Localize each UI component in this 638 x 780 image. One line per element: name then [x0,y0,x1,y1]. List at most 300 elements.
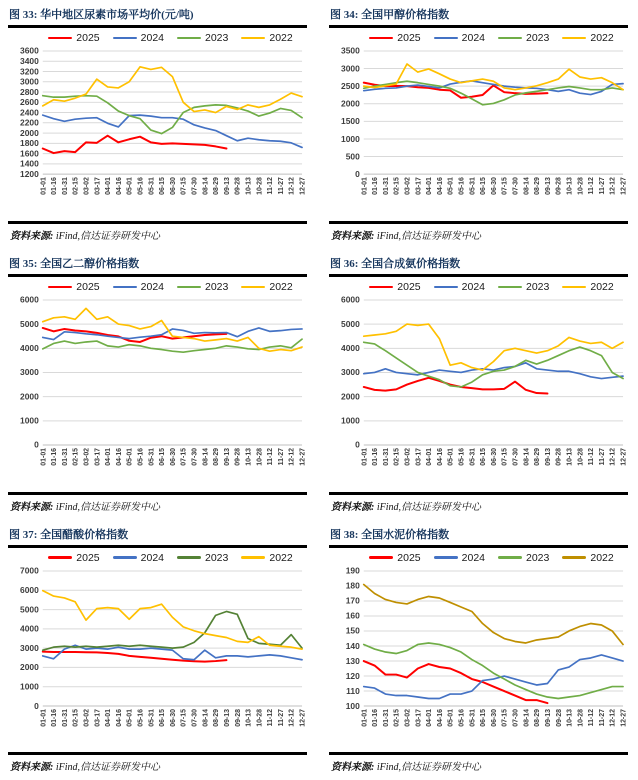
svg-text:03-02: 03-02 [83,177,90,195]
svg-text:07-30: 07-30 [513,448,520,466]
svg-text:05-16: 05-16 [459,708,466,726]
svg-text:09-28: 09-28 [235,708,242,726]
svg-text:07-15: 07-15 [502,708,509,726]
legend-label: 2025 [397,281,420,293]
legend-label: 2025 [76,552,99,564]
legend-line-swatch [498,37,522,40]
title-divider [329,274,628,277]
source-label: 资料来源: [331,762,374,773]
svg-text:7000: 7000 [20,565,39,575]
svg-text:3400: 3400 [20,56,39,66]
svg-text:01-01: 01-01 [361,448,368,466]
svg-text:12-27: 12-27 [621,177,628,195]
legend-item-2023 [498,32,549,44]
svg-text:11-27: 11-27 [599,448,606,466]
svg-text:2500: 2500 [341,81,360,91]
chart-legend [329,280,628,294]
line-chart [329,294,628,491]
svg-text:05-31: 05-31 [469,708,476,726]
svg-text:02-15: 02-15 [73,448,80,466]
svg-text:11-12: 11-12 [267,448,274,466]
figure-35-ethylene-glycol-price-chart [8,253,307,520]
svg-text:08-14: 08-14 [523,448,530,466]
legend-line-swatch [434,286,458,289]
legend-item-2025 [369,552,420,564]
source-text: iFind,信达证券研发中心 [374,762,481,773]
legend-line-swatch [48,286,72,289]
legend-item-2022 [562,281,613,293]
svg-text:04-01: 04-01 [105,708,112,726]
legend-label: 2024 [462,32,485,44]
source-text: iFind,信达证券研发中心 [53,762,160,773]
chart-canvas [8,565,307,752]
svg-text:11-12: 11-12 [588,177,595,195]
svg-text:2000: 2000 [341,98,360,108]
svg-text:09-13: 09-13 [545,448,552,466]
svg-text:2200: 2200 [20,118,39,128]
svg-text:11-27: 11-27 [278,448,285,466]
svg-text:07-15: 07-15 [502,448,509,466]
legend-item-2023 [177,32,228,44]
svg-text:130: 130 [346,655,360,665]
svg-text:1200: 1200 [20,169,39,179]
svg-text:06-15: 06-15 [159,448,166,466]
svg-text:01-16: 01-16 [51,448,58,466]
svg-text:01-31: 01-31 [383,448,390,466]
svg-text:06-15: 06-15 [480,177,487,195]
source-label: 资料来源: [10,762,53,773]
svg-text:12-12: 12-12 [610,708,617,726]
svg-text:190: 190 [346,565,360,575]
svg-text:3000: 3000 [20,77,39,87]
svg-text:06-30: 06-30 [491,708,498,726]
svg-text:2000: 2000 [20,128,39,138]
chart-canvas [329,45,628,220]
svg-text:01-01: 01-01 [40,448,47,466]
figure-33-urea-price-chart [8,4,307,249]
legend-label: 2022 [590,32,613,44]
svg-text:6000: 6000 [20,295,39,305]
legend-item-2024 [434,552,485,564]
legend-item-2024 [434,281,485,293]
legend-line-swatch [113,556,137,559]
svg-text:5000: 5000 [20,319,39,329]
source-divider [8,221,307,224]
legend-line-swatch [562,556,586,559]
svg-text:04-01: 04-01 [426,448,433,466]
svg-text:01-31: 01-31 [383,177,390,195]
svg-text:160: 160 [346,610,360,620]
line-chart [329,45,628,220]
svg-text:04-01: 04-01 [105,448,112,466]
svg-text:01-01: 01-01 [40,708,47,726]
source-label: 资料来源: [331,502,374,513]
svg-text:4000: 4000 [20,623,39,633]
series-line-2023 [43,96,302,134]
chart-legend [8,31,307,45]
svg-text:06-15: 06-15 [480,708,487,726]
svg-text:07-15: 07-15 [181,448,188,466]
svg-text:07-15: 07-15 [181,177,188,195]
legend-item-2023 [177,281,228,293]
svg-text:08-29: 08-29 [534,708,541,726]
svg-text:08-14: 08-14 [202,448,209,466]
svg-text:12-27: 12-27 [300,448,307,466]
svg-text:03-17: 03-17 [94,448,101,466]
svg-text:01-31: 01-31 [62,448,69,466]
svg-text:07-30: 07-30 [513,708,520,726]
charts-grid [8,4,628,780]
source-text: iFind,信达证券研发中心 [374,502,481,513]
svg-text:12-12: 12-12 [289,177,296,195]
line-chart [8,565,307,752]
svg-text:150: 150 [346,625,360,635]
svg-text:4000: 4000 [341,343,360,353]
svg-text:10-13: 10-13 [245,177,252,195]
svg-text:11-12: 11-12 [267,177,274,195]
svg-text:06-15: 06-15 [480,448,487,466]
svg-text:10-13: 10-13 [245,448,252,466]
series-line-2023 [364,342,623,387]
source-label: 资料来源: [331,231,374,242]
legend-item-2025 [48,281,99,293]
svg-text:09-28: 09-28 [556,177,563,195]
legend-item-2024 [113,281,164,293]
svg-text:2000: 2000 [20,391,39,401]
svg-text:01-01: 01-01 [361,708,368,726]
svg-text:04-16: 04-16 [116,177,123,195]
svg-text:4000: 4000 [20,343,39,353]
legend-line-swatch [241,286,265,289]
svg-text:09-13: 09-13 [545,177,552,195]
svg-text:0: 0 [355,440,360,450]
legend-label: 2025 [397,32,420,44]
svg-text:08-14: 08-14 [523,708,530,726]
svg-text:08-29: 08-29 [213,177,220,195]
series-line-2023 [364,642,623,698]
svg-text:09-13: 09-13 [224,708,231,726]
svg-text:12-12: 12-12 [289,708,296,726]
chart-legend [8,280,307,294]
legend-label: 2023 [526,281,549,293]
svg-text:03-17: 03-17 [94,708,101,726]
svg-text:11-12: 11-12 [588,708,595,726]
svg-text:03-17: 03-17 [415,708,422,726]
legend-line-swatch [241,37,265,40]
chart-title: 图 38: 全国水泥价格指数 [330,526,628,542]
legend-item-2023 [498,281,549,293]
svg-text:07-15: 07-15 [181,708,188,726]
chart-title: 图 34: 全国甲醇价格指数 [330,6,628,22]
svg-text:04-01: 04-01 [426,708,433,726]
legend-line-swatch [48,37,72,40]
svg-text:11-12: 11-12 [588,448,595,466]
svg-text:09-28: 09-28 [235,177,242,195]
svg-text:09-13: 09-13 [545,708,552,726]
svg-text:2000: 2000 [20,662,39,672]
svg-text:10-28: 10-28 [577,448,584,466]
svg-text:08-29: 08-29 [213,448,220,466]
legend-label: 2022 [590,552,613,564]
svg-text:10-28: 10-28 [256,708,263,726]
svg-text:01-16: 01-16 [51,708,58,726]
svg-text:06-30: 06-30 [491,177,498,195]
svg-text:6000: 6000 [341,295,360,305]
svg-text:01-01: 01-01 [40,177,47,195]
svg-text:05-31: 05-31 [469,177,476,195]
svg-text:05-01: 05-01 [448,448,455,466]
source-note [331,227,628,242]
legend-line-swatch [113,286,137,289]
svg-text:08-14: 08-14 [202,177,209,195]
svg-text:10-13: 10-13 [566,708,573,726]
figure-34-methanol-price-chart [329,4,628,249]
legend-label: 2022 [269,281,292,293]
svg-text:11-27: 11-27 [278,177,285,195]
svg-text:3000: 3000 [341,367,360,377]
svg-text:12-12: 12-12 [289,448,296,466]
legend-line-swatch [369,37,393,40]
svg-text:07-30: 07-30 [192,708,199,726]
svg-text:03-02: 03-02 [404,177,411,195]
svg-text:1000: 1000 [20,681,39,691]
series-line-2022 [43,67,302,113]
svg-text:03-02: 03-02 [404,708,411,726]
chart-legend [329,551,628,565]
svg-text:01-31: 01-31 [383,708,390,726]
svg-text:05-16: 05-16 [138,177,145,195]
svg-text:12-27: 12-27 [300,177,307,195]
legend-line-swatch [562,37,586,40]
source-text: iFind,信达证券研发中心 [53,231,160,242]
svg-text:06-30: 06-30 [170,177,177,195]
svg-text:05-01: 05-01 [127,177,134,195]
svg-text:10-13: 10-13 [245,708,252,726]
legend-line-swatch [113,37,137,40]
legend-label: 2022 [269,32,292,44]
legend-line-swatch [498,286,522,289]
svg-text:08-14: 08-14 [202,708,209,726]
svg-text:04-01: 04-01 [105,177,112,195]
chart-title: 图 36: 全国合成氨价格指数 [330,255,628,271]
legend-item-2025 [48,552,99,564]
svg-text:10-28: 10-28 [256,177,263,195]
svg-text:1500: 1500 [341,116,360,126]
legend-item-2022 [562,32,613,44]
svg-text:11-27: 11-27 [599,177,606,195]
legend-label: 2025 [76,32,99,44]
svg-text:1000: 1000 [341,415,360,425]
legend-line-swatch [369,556,393,559]
svg-text:02-15: 02-15 [73,708,80,726]
svg-text:10-28: 10-28 [256,448,263,466]
legend-line-swatch [562,286,586,289]
line-chart [8,45,307,220]
series-line-2025 [364,661,548,703]
svg-text:0: 0 [34,700,39,710]
legend-line-swatch [48,556,72,559]
svg-text:01-16: 01-16 [372,708,379,726]
svg-text:05-16: 05-16 [138,708,145,726]
svg-text:10-28: 10-28 [577,708,584,726]
title-divider [8,545,307,548]
svg-text:110: 110 [346,685,360,695]
svg-text:05-31: 05-31 [148,448,155,466]
svg-text:03-02: 03-02 [83,708,90,726]
svg-text:05-16: 05-16 [459,177,466,195]
svg-text:06-30: 06-30 [170,448,177,466]
svg-text:08-29: 08-29 [534,448,541,466]
svg-text:04-01: 04-01 [426,177,433,195]
series-line-2025 [43,651,227,661]
svg-text:10-13: 10-13 [566,177,573,195]
figure-36-synthetic-ammonia-price-chart [329,253,628,520]
chart-title: 图 35: 全国乙二醇价格指数 [9,255,307,271]
svg-text:0: 0 [355,169,360,179]
legend-label: 2022 [590,281,613,293]
series-line-2022 [364,584,623,644]
svg-text:09-13: 09-13 [224,448,231,466]
legend-label: 2024 [141,552,164,564]
series-line-2024 [364,81,623,95]
chart-title: 图 33: 华中地区尿素市场平均价(元/吨) [9,6,307,22]
svg-text:2400: 2400 [20,107,39,117]
svg-text:08-29: 08-29 [534,177,541,195]
legend-line-swatch [177,556,201,559]
svg-text:02-15: 02-15 [394,448,401,466]
svg-text:170: 170 [346,595,360,605]
chart-canvas [329,294,628,491]
svg-text:11-12: 11-12 [267,708,274,726]
source-note [10,498,307,513]
line-chart [329,565,628,752]
legend-label: 2025 [397,552,420,564]
svg-text:500: 500 [346,151,360,161]
svg-text:02-15: 02-15 [394,177,401,195]
svg-text:12-12: 12-12 [610,177,617,195]
svg-text:02-15: 02-15 [394,708,401,726]
source-divider [8,492,307,495]
svg-text:06-30: 06-30 [491,448,498,466]
svg-text:05-31: 05-31 [469,448,476,466]
legend-item-2024 [113,32,164,44]
svg-text:06-15: 06-15 [159,177,166,195]
source-label: 资料来源: [10,231,53,242]
svg-text:03-02: 03-02 [404,448,411,466]
legend-line-swatch [434,37,458,40]
svg-text:04-16: 04-16 [116,708,123,726]
legend-line-swatch [369,286,393,289]
figure-38-cement-price-chart [329,524,628,780]
svg-text:12-27: 12-27 [621,708,628,726]
chart-legend [8,551,307,565]
chart-canvas [8,45,307,220]
svg-text:1600: 1600 [20,148,39,158]
title-divider [329,545,628,548]
svg-text:09-28: 09-28 [556,708,563,726]
svg-text:03-17: 03-17 [415,177,422,195]
svg-text:07-15: 07-15 [502,177,509,195]
chart-canvas [329,565,628,752]
svg-text:5000: 5000 [20,604,39,614]
legend-item-2024 [113,552,164,564]
svg-text:05-31: 05-31 [148,177,155,195]
figure-37-acetic-acid-price-chart [8,524,307,780]
svg-text:01-16: 01-16 [51,177,58,195]
legend-label: 2024 [141,281,164,293]
source-divider [8,752,307,755]
legend-label: 2024 [462,552,485,564]
svg-text:1400: 1400 [20,159,39,169]
source-divider [329,492,628,495]
legend-line-swatch [434,556,458,559]
svg-text:1800: 1800 [20,138,39,148]
svg-text:12-12: 12-12 [610,448,617,466]
legend-label: 2023 [205,32,228,44]
line-chart [8,294,307,491]
svg-text:02-15: 02-15 [73,177,80,195]
source-text: iFind,信达证券研发中心 [374,231,481,242]
source-text: iFind,信达证券研发中心 [53,502,160,513]
svg-text:05-16: 05-16 [459,448,466,466]
svg-text:06-30: 06-30 [170,708,177,726]
legend-item-2023 [177,552,228,564]
legend-label: 2023 [526,552,549,564]
svg-text:05-01: 05-01 [448,177,455,195]
svg-text:3200: 3200 [20,66,39,76]
svg-text:07-30: 07-30 [513,177,520,195]
svg-text:2800: 2800 [20,87,39,97]
svg-text:3000: 3000 [341,63,360,73]
svg-text:0: 0 [34,440,39,450]
svg-text:05-01: 05-01 [127,448,134,466]
svg-text:10-13: 10-13 [566,448,573,466]
chart-legend [329,31,628,45]
source-note [331,498,628,513]
svg-text:06-15: 06-15 [159,708,166,726]
legend-item-2022 [241,32,292,44]
source-note [10,758,307,773]
svg-text:04-16: 04-16 [116,448,123,466]
legend-line-swatch [177,37,201,40]
legend-label: 2023 [526,32,549,44]
svg-text:3500: 3500 [341,46,360,56]
svg-text:2000: 2000 [341,391,360,401]
svg-text:3000: 3000 [20,642,39,652]
svg-text:12-27: 12-27 [300,708,307,726]
legend-item-2022 [241,281,292,293]
legend-item-2022 [241,552,292,564]
svg-text:2600: 2600 [20,97,39,107]
legend-label: 2024 [141,32,164,44]
chart-canvas [8,294,307,491]
svg-text:03-17: 03-17 [94,177,101,195]
legend-label: 2023 [205,281,228,293]
svg-text:08-29: 08-29 [213,708,220,726]
source-note [331,758,628,773]
svg-text:1000: 1000 [20,415,39,425]
source-divider [329,221,628,224]
title-divider [329,25,628,28]
svg-text:01-31: 01-31 [62,177,69,195]
svg-text:03-02: 03-02 [83,448,90,466]
svg-text:120: 120 [346,670,360,680]
svg-text:08-14: 08-14 [523,177,530,195]
legend-item-2024 [434,32,485,44]
svg-text:11-27: 11-27 [599,708,606,726]
source-divider [329,752,628,755]
legend-item-2025 [369,281,420,293]
